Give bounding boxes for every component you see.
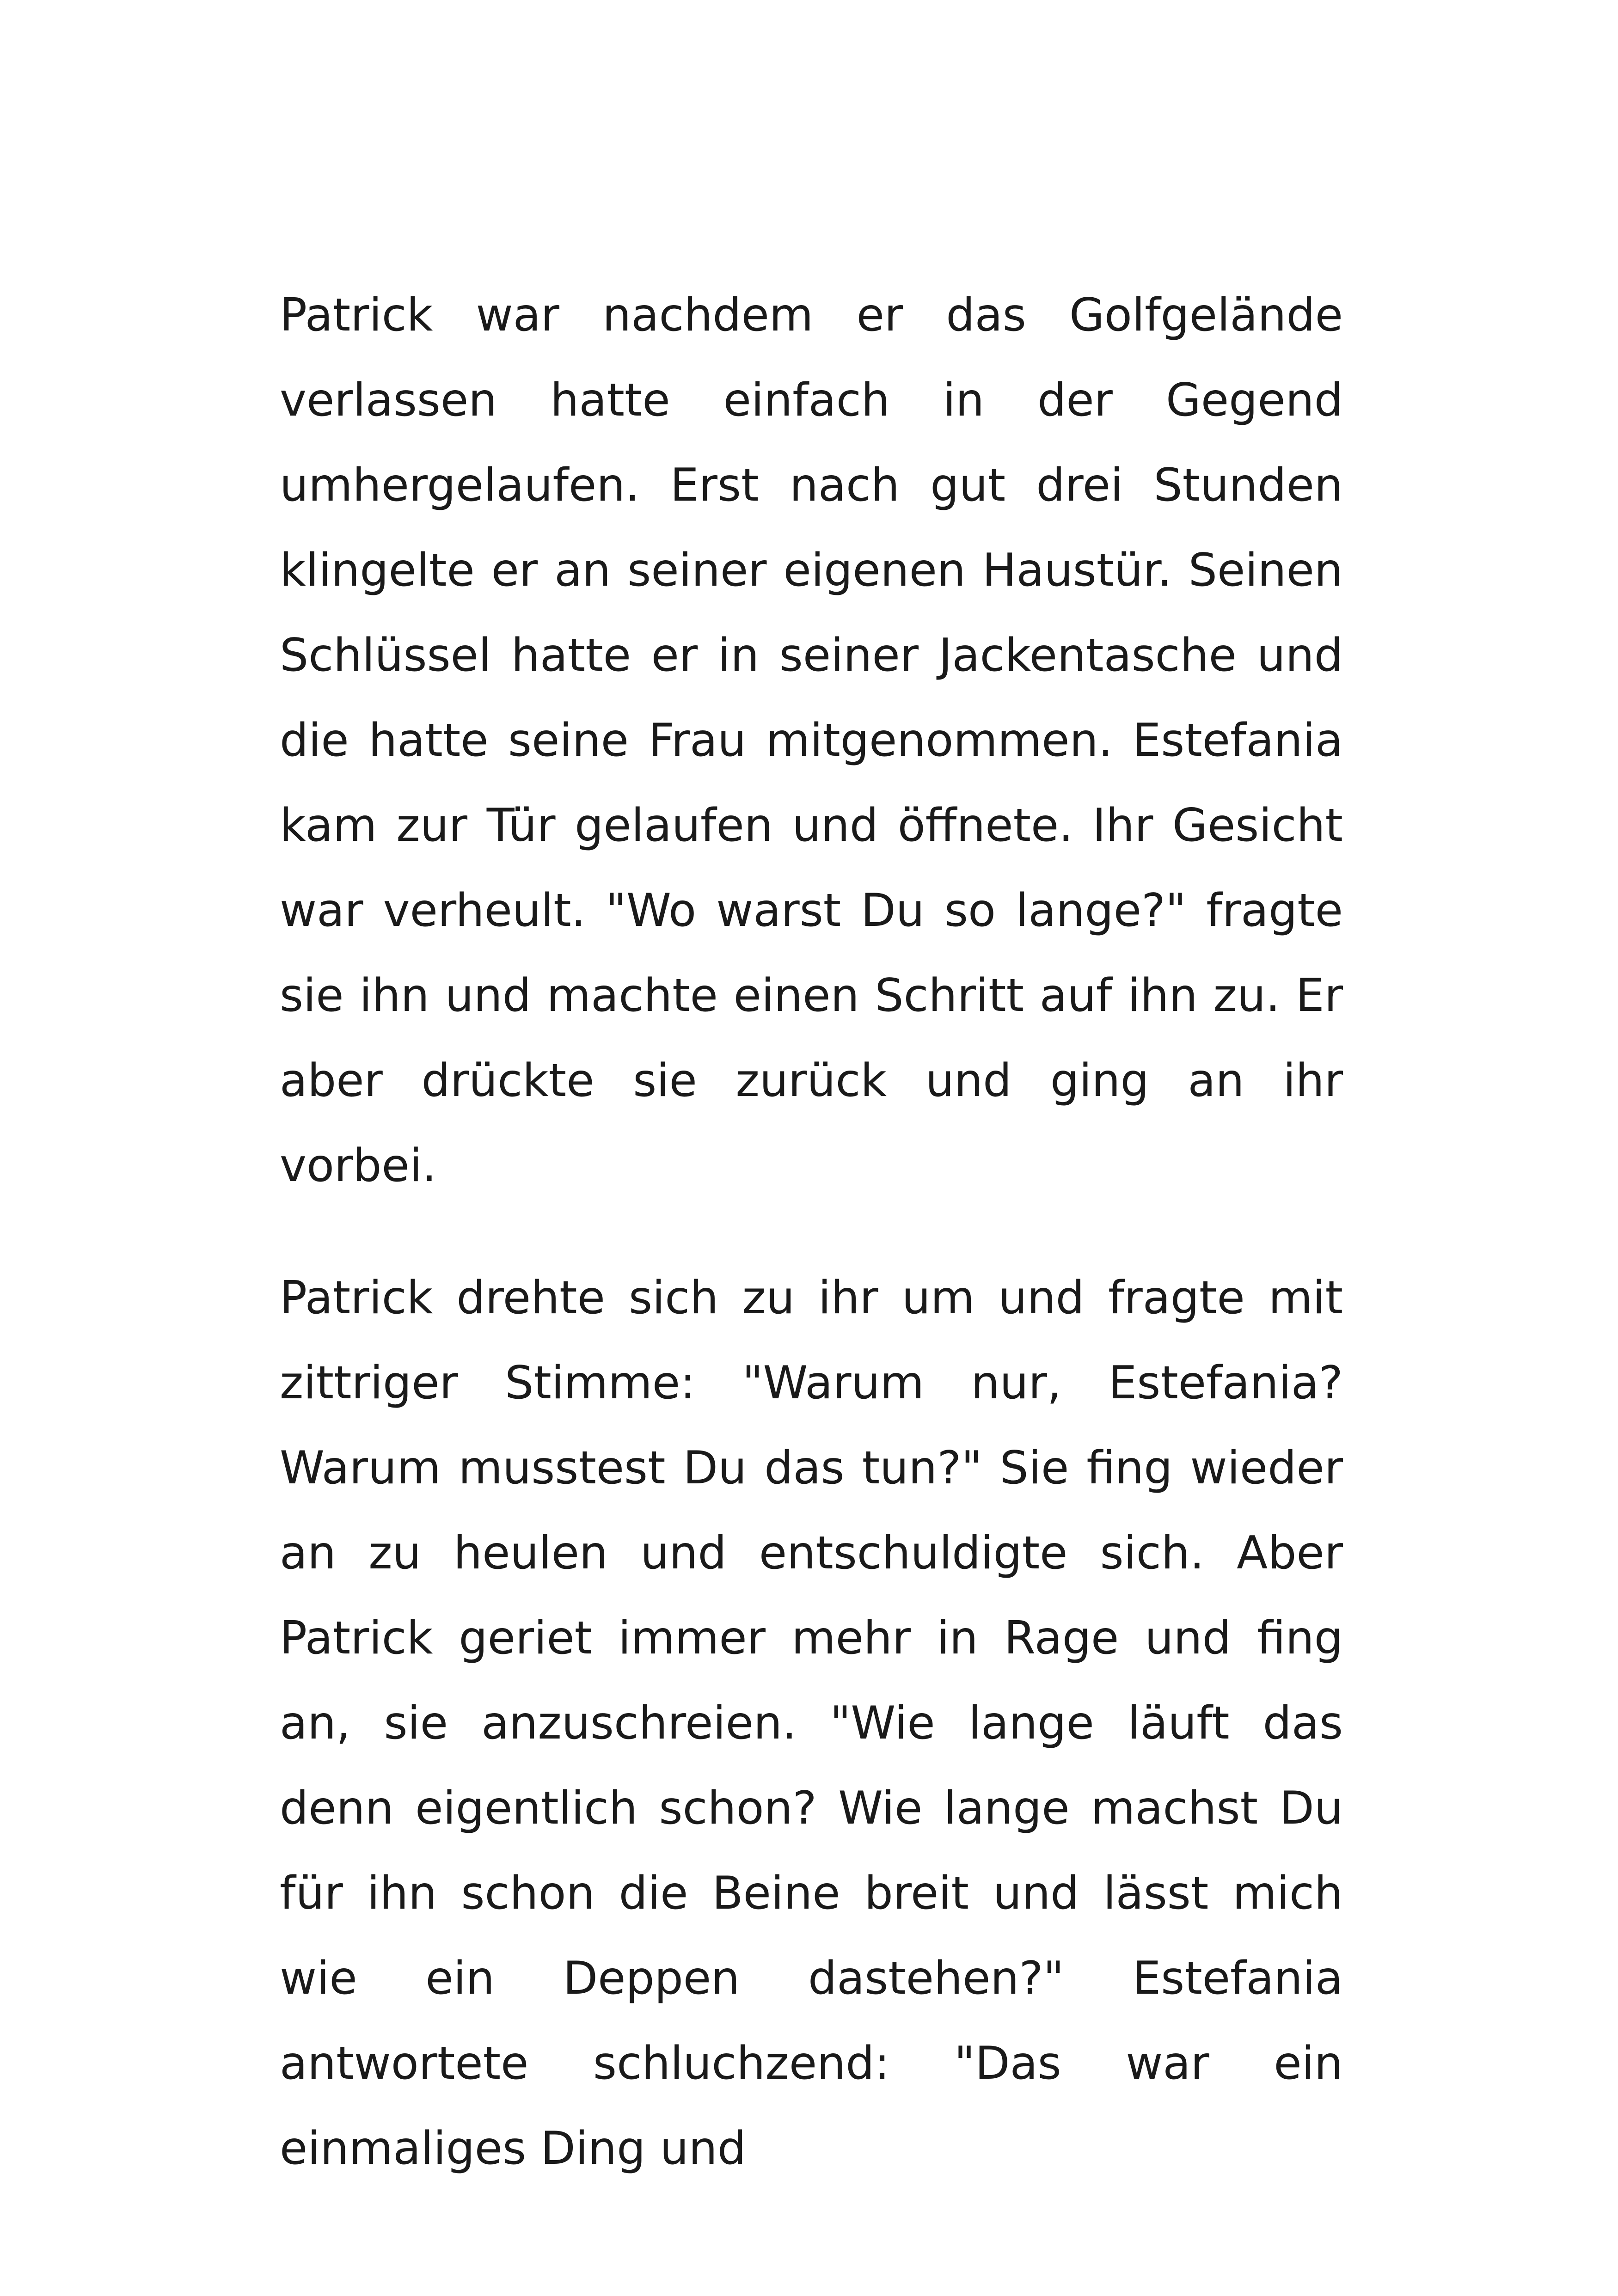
body-text: [280, 273, 1343, 2191]
paragraph-1: Patrick war nachdem er das Golfgelände verlassen hatte einfach in der Gegend umhergelaufen. Erst nach gut drei Stunden klingelte er an seiner eigenen Haustür. Seinen Schlüssel hatte er in seiner Jackentasche und die hatte seine Frau mitgenommen. Estefania kam zur Tür gelaufen und öffnete. Ihr Gesicht war verheult. "Wo warst Du so lange?" fragte sie ihn und machte einen Schritt auf ihn zu. Er aber drückte sie zurück und ging an ihr vorbei.: [280, 289, 1343, 1192]
paragraph-2: Patrick drehte sich zu ihr um und fragte mit zittriger Stimme: "Warum nur, Estefania? Warum musstest Du das tun?" Sie fing wieder an zu heulen und entschuldigte sich. Aber Patrick geriet immer mehr in Rage und fing an, sie anzuschreien. "Wie lange läuft das denn eigentlich schon? Wie lange machst Du für ihn schon die Beine breit und lässt mich wie ein Deppen dastehen?" Estefania antwortete schluchzend: "Das war ein einmaliges Ding und: [280, 1272, 1343, 2175]
